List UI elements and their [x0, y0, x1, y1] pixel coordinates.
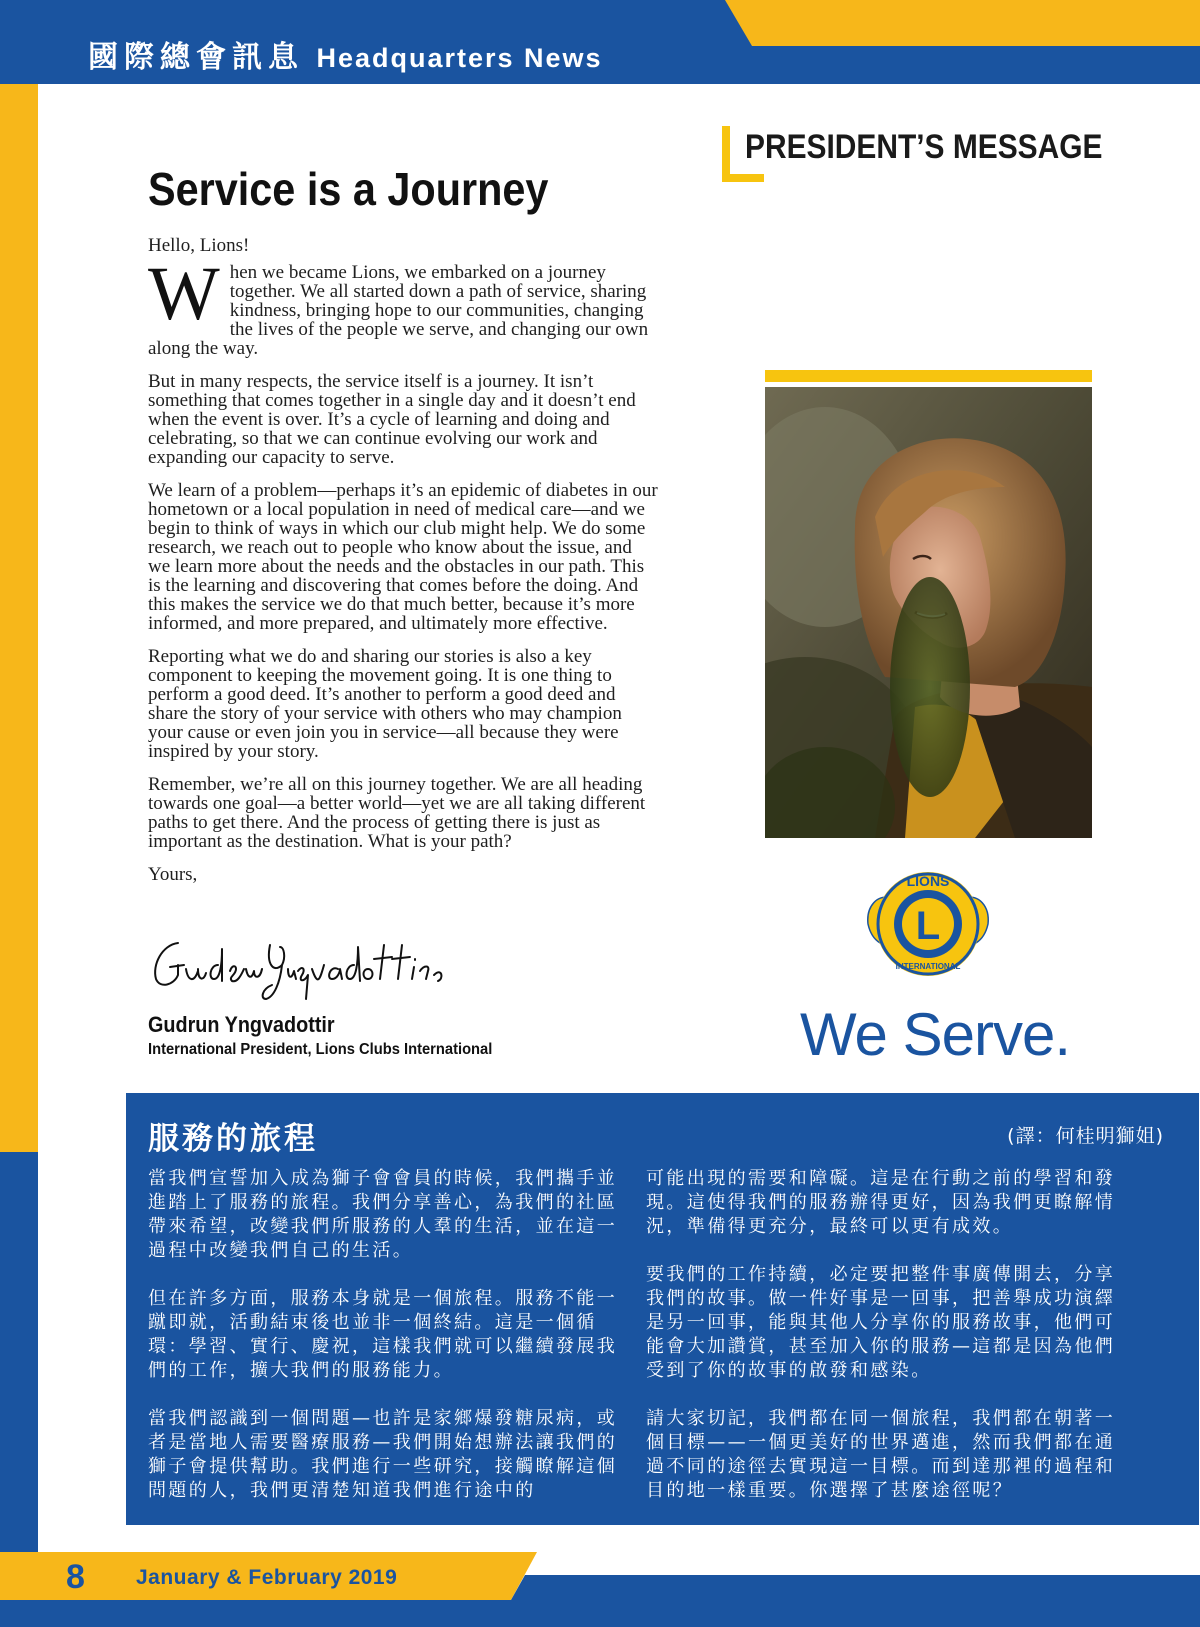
translation-title: 服務的旅程 [148, 1121, 318, 1157]
article-headline: Service is a Journey [148, 163, 549, 215]
translation-paragraph: 當我們宣誓加入成為獅子會會員的時候，我們攜手並進踏上了服務的旅程。我們分享善心，為我們的社區帶來希望，改變我們所服務的人羣的生活，並在這一過程中改變我們自己的生活。 [148, 1168, 618, 1261]
header-section-zh: 國際總會訊息 [88, 41, 304, 74]
page-number: 8 [66, 1558, 85, 1596]
translation-paragraph: 可能出現的需要和障礙。這是在行動之前的學習和發現。這使得我們的服務辦得更好，因為我們更瞭解情況，準備得更充分，最終可以更有成效。 [646, 1168, 1116, 1237]
translation-paragraph: 請大家切記，我們都在同一個旅程，我們都在朝著一個目標——一個更美好的世界邁進，然而我們都在通過不同的途徑去實現這一目標。而到達那裡的過程和目的地一樣重要。你選擇了甚麼途徑呢？ [646, 1408, 1116, 1501]
logo-letter: L [915, 904, 941, 948]
sidebar-blue-stripe [0, 1152, 38, 1552]
article-paragraph-5: Remember, we’re all on this journey together. We are all heading towards one goal—a better world—yet we are all taking different paths to get there. And the process of getting there is just as important as the destination. What is your path? [148, 774, 646, 852]
article-paragraph-3: We learn of a problem—perhaps it’s an epidemic of diabetes in our hometown or a local population in need of medical care—and we begin to think of ways in which our club might help. We do some research, we reach out to people who know about the issue, and we learn more about the needs and the obstacles in our path. This is the learning and discovering that comes before the doing. And this makes the service we do that much better, because it’s more informed, and more prepared, and ultimately more effective. [148, 480, 658, 634]
translation-paragraph: 當我們認識到一個問題—也許是家鄉爆發糖尿病，或者是當地人需要醫療服務—我們開始想辦法讓我們的獅子會提供幫助。我們進行一些研究，接觸瞭解這個問題的人，我們更清楚知道我們進行途中的 [148, 1408, 618, 1501]
slogan: We Serve. [800, 1001, 1070, 1068]
section-label: PRESIDENT’S MESSAGE [745, 128, 1103, 166]
translation-column-right [646, 1167, 1116, 1527]
article-closing: Yours, [148, 864, 198, 885]
logo-bottom-text: INTERNATIONAL [895, 962, 961, 971]
translation-panel [126, 1093, 1199, 1525]
header-section-en: Headquarters News [316, 43, 603, 73]
translation-credit: (譯：何桂明獅姐) [1007, 1125, 1164, 1147]
issue-date: January & February 2019 [136, 1566, 398, 1589]
article-paragraph-1 [148, 252, 658, 359]
translation-paragraph: 要我們的工作持續，必定要把整件事廣傳開去，分享我們的故事。做一件好事是一回事，把善舉成功演繹是另一回事，能與其他人分享你的服務故事，他們可能會大加讚賞，甚至加入你的服務—這都是因為他們受到了你的故事的啟發和感染。 [646, 1264, 1116, 1381]
lions-clubs-logo [864, 866, 992, 984]
president-portrait-photo [765, 387, 1092, 838]
article-paragraph-4: Reporting what we do and sharing our stories is also a key component to keeping the movement going. It is one thing to perform a good deed. It’s another to perform a good deed and share the story of your service with others who may champion your cause or even join you in service—all because they were inspired by your story. [148, 646, 622, 762]
translation-paragraph: 但在許多方面，服務本身就是一個旅程。服務不能一蹴即就，活動結束後也並非一個終結。這是一個循環：學習、實行、慶祝，這樣我們就可以繼續發展我們的工作，擴大我們的服務能力。 [148, 1288, 618, 1381]
article-paragraph-2: But in many respects, the service itself is a journey. It isn’t something that comes together in a single day and it doesn’t end when the event is over. It’s a cycle of learning and doing and celebrating, so that we can continue evolving our work and expanding our capacity to serve. [148, 371, 636, 468]
logo-top-text: LIONS [906, 873, 950, 889]
photo-accent-bar [765, 370, 1092, 382]
article-greeting: Hello, Lions! [148, 235, 250, 256]
signer-title: International President, Lions Clubs International [148, 1041, 493, 1058]
article-body [148, 236, 658, 884]
handwritten-signature [148, 935, 448, 1005]
drop-cap: W [148, 252, 220, 336]
article-paragraph-1-text: hen we became Lions, we embarked on a journey together. We all started down a path of service, sharing kindness, bringing hope to our communities, changing the lives of the people we serve, and changing our own along the way. [148, 262, 649, 359]
sidebar-yellow-stripe [0, 84, 38, 1152]
signer-name: Gudrun Yngvadottir [148, 1012, 335, 1037]
translation-column-left [148, 1167, 618, 1527]
header-title [88, 32, 603, 76]
